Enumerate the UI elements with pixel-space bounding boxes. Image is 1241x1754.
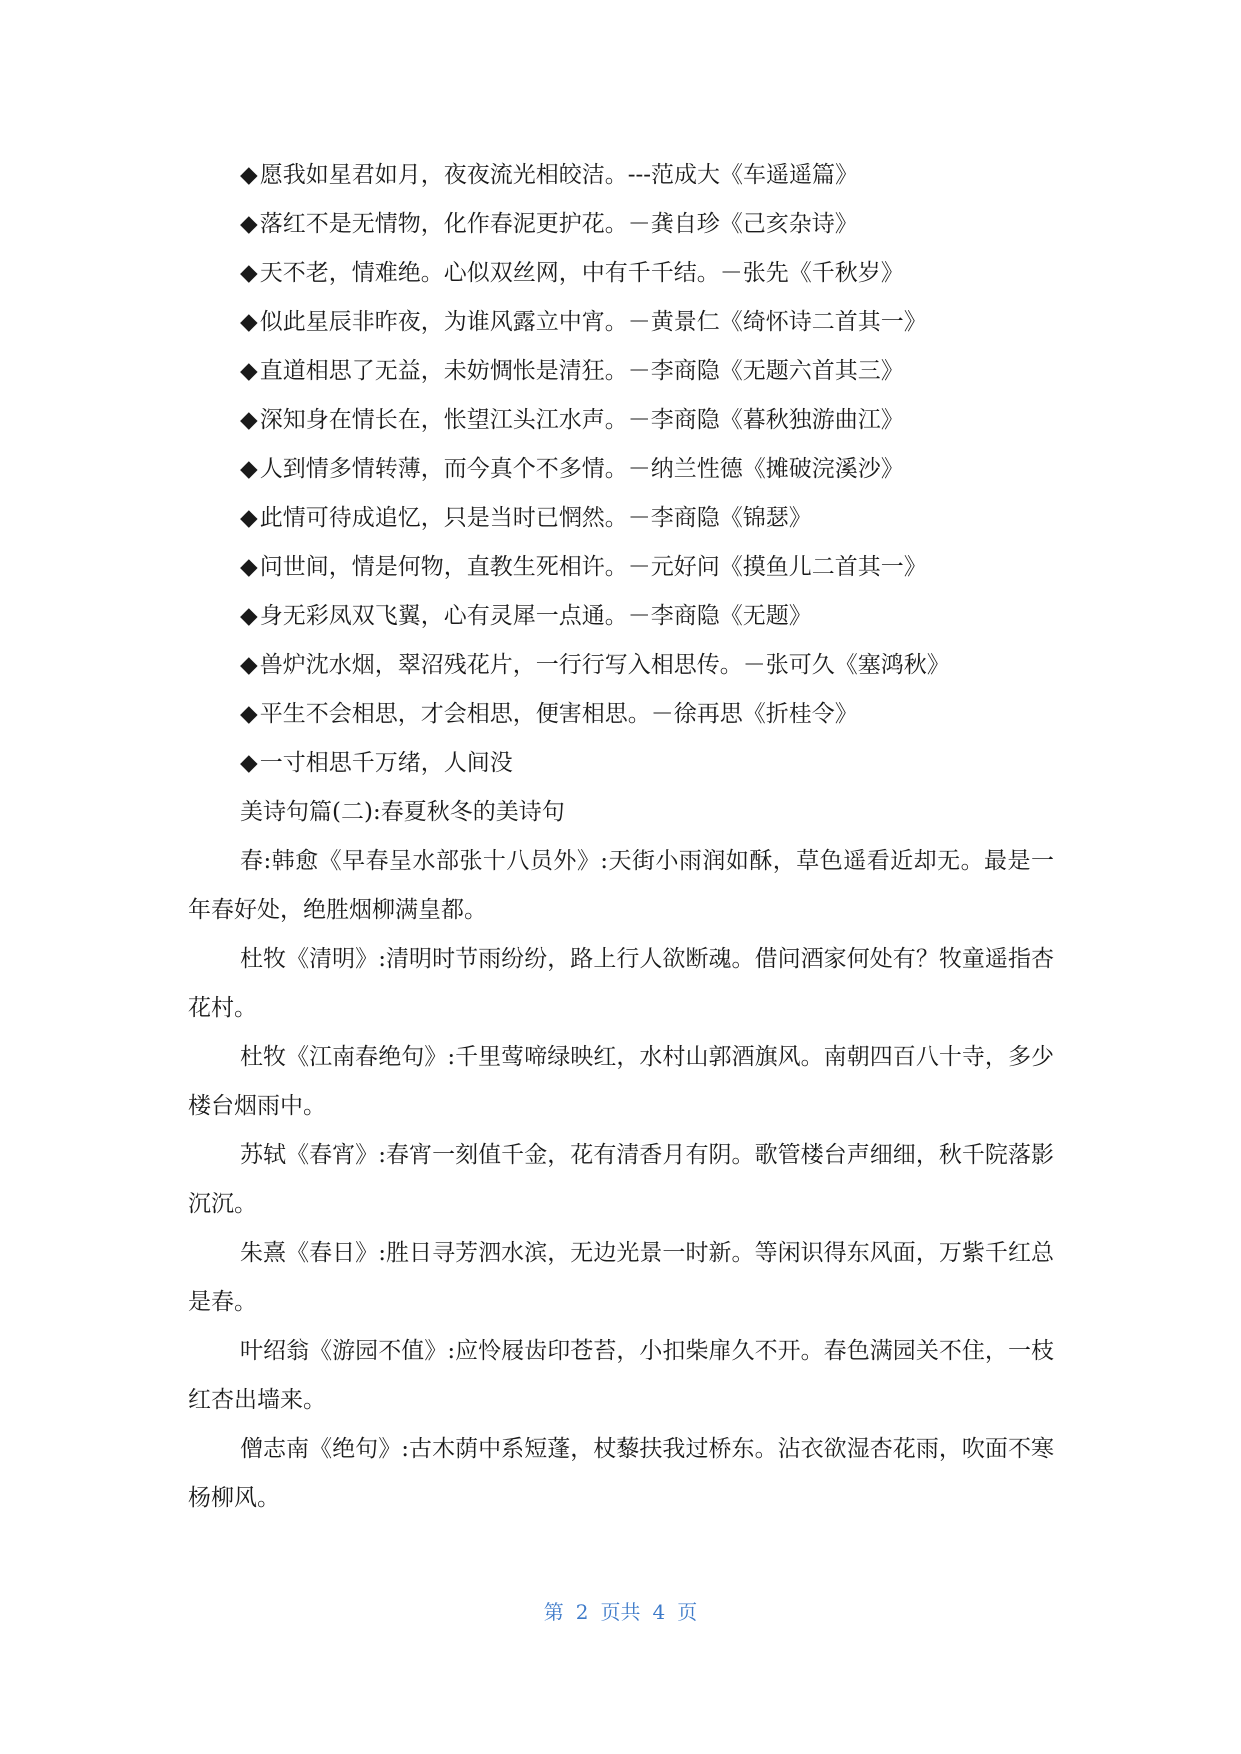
quote-text: 似此星辰非昨夜，为谁风露立中宵。－黄景仁《绮怀诗二首其一》 [259, 309, 927, 335]
page-content [188, 151, 1054, 1523]
quote-item [188, 641, 1054, 690]
quote-item [188, 690, 1054, 739]
quote-item [188, 494, 1054, 543]
diamond-bullet-icon: ◆ [240, 505, 258, 531]
quote-text: 人到情多情转薄，而今真个不多情。－纳兰性德《摊破浣溪沙》 [259, 456, 904, 482]
current-page-number: 2 [575, 1600, 589, 1624]
poem-paragraph: 杜牧《清明》:清明时节雨纷纷，路上行人欲断魂。借问酒家何处有？牧童遥指杏花村。 [188, 946, 1054, 1021]
quote-item [188, 445, 1054, 494]
quote-text: 兽炉沈水烟，翠沼残花片，一行行写入相思传。－张可久《塞鸿秋》 [259, 652, 950, 678]
footer-middle: 页共 [600, 1600, 641, 1624]
quote-text: 平生不会相思，才会相思，便害相思。－徐再思《折桂令》 [259, 701, 858, 727]
quote-item [188, 151, 1054, 200]
page-footer [0, 1596, 1241, 1625]
quote-text: 天不老，情难绝。心似双丝网，中有千千结。－张先《千秋岁》 [259, 260, 904, 286]
diamond-bullet-icon: ◆ [240, 554, 258, 580]
quote-text: 落红不是无情物，化作春泥更护花。－龚自珍《己亥杂诗》 [259, 211, 858, 237]
quote-item [188, 592, 1054, 641]
diamond-bullet-icon: ◆ [240, 456, 258, 482]
poem-paragraph: 僧志南《绝句》:古木荫中系短蓬，杖藜扶我过桥东。沾衣欲湿杏花雨，吹面不寒杨柳风。 [188, 1436, 1054, 1511]
quote-text: 愿我如星君如月，夜夜流光相皎洁。---范成大《车遥遥篇》 [259, 162, 859, 188]
diamond-bullet-icon: ◆ [240, 162, 258, 188]
quote-item [188, 347, 1054, 396]
poem-paragraph: 朱熹《春日》:胜日寻芳泗水滨，无边光景一时新。等闲识得东风面，万紫千红总是春。 [188, 1240, 1054, 1315]
diamond-bullet-icon: ◆ [240, 652, 258, 678]
diamond-bullet-icon: ◆ [240, 309, 258, 335]
quote-text: 一寸相思千万绪，人间没 [259, 750, 513, 776]
section-title: 美诗句篇(二):春夏秋冬的美诗句 [240, 799, 565, 825]
quote-text: 此情可待成追忆，只是当时已惘然。－李商隐《锦瑟》 [259, 505, 812, 531]
quote-item [188, 396, 1054, 445]
quote-text: 深知身在情长在，怅望江头江水声。－李商隐《暮秋独游曲江》 [259, 407, 904, 433]
diamond-bullet-icon: ◆ [240, 358, 258, 384]
total-page-number: 4 [652, 1600, 666, 1624]
quote-text: 身无彩凤双飞翼，心有灵犀一点通。－李商隐《无题》 [259, 603, 812, 629]
poem-paragraph: 叶绍翁《游园不值》:应怜屐齿印苍苔，小扣柴扉久不开。春色满园关不住，一枝红杏出墙来。 [188, 1338, 1054, 1413]
diamond-bullet-icon: ◆ [240, 701, 258, 727]
quote-item [188, 200, 1054, 249]
diamond-bullet-icon: ◆ [240, 603, 258, 629]
quote-item [188, 543, 1054, 592]
poem-paragraph: 苏轼《春宵》:春宵一刻值千金，花有清香月有阴。歌管楼台声细细，秋千院落影沉沉。 [188, 1142, 1054, 1217]
quote-item [188, 298, 1054, 347]
diamond-bullet-icon: ◆ [240, 407, 258, 433]
footer-suffix: 页 [677, 1600, 698, 1624]
diamond-bullet-icon: ◆ [240, 211, 258, 237]
poem-paragraph: 春:韩愈《早春呈水部张十八员外》:天街小雨润如酥，草色遥看近却无。最是一年春好处，绝胜烟柳满皇都。 [188, 848, 1054, 923]
quote-text: 直道相思了无益，未妨惆怅是清狂。－李商隐《无题六首其三》 [259, 358, 904, 384]
footer-prefix: 第 [543, 1600, 564, 1624]
poem-paragraph: 杜牧《江南春绝句》:千里莺啼绿映红，水村山郭酒旗风。南朝四百八十寺，多少楼台烟雨中。 [188, 1044, 1054, 1119]
quote-text: 问世间，情是何物，直教生死相许。－元好问《摸鱼儿二首其一》 [259, 554, 927, 580]
quote-list [188, 151, 1054, 788]
diamond-bullet-icon: ◆ [240, 750, 258, 776]
diamond-bullet-icon: ◆ [240, 260, 258, 286]
quote-item [188, 739, 1054, 788]
quote-item [188, 249, 1054, 298]
